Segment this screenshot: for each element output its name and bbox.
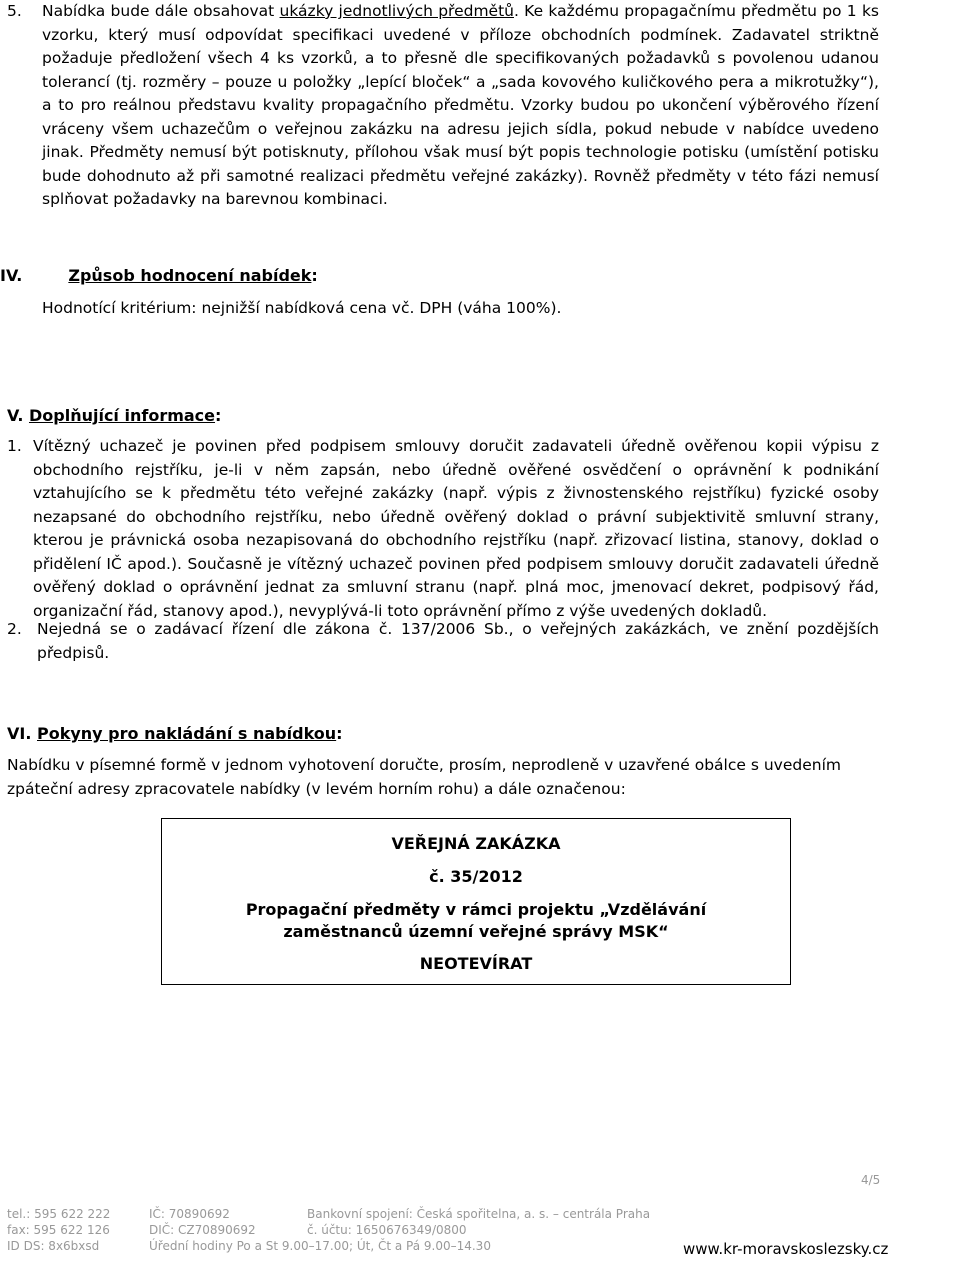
envelope-label-box: [161, 818, 791, 985]
footer-bank: Bankovní spojení: Česká spořitelna, a. s. – centrála Praha: [307, 1207, 651, 1221]
section-iv-title: Způsob hodnocení nabídek: [68, 266, 312, 285]
envelope-number: č. 35/2012: [429, 867, 523, 886]
footer-dic: DIČ: CZ70890692: [149, 1223, 256, 1237]
section-v-title: Doplňující informace: [28, 406, 216, 425]
envelope-do-not-open: NEOTEVÍRAT: [419, 954, 533, 973]
section-v-roman: V.: [7, 406, 24, 425]
page-number: 4/5: [861, 1173, 881, 1187]
samples-underlined-text: ukázky jednotlivých předmětů: [279, 2, 514, 20]
samples-text-start: Nabídka bude dále obsahovat: [42, 2, 280, 20]
item-number-1: 1.: [7, 437, 22, 455]
evaluation-criterion: Hodnotící kritérium: nejnižší nabídková cena vč. DPH (váha 100%).: [42, 299, 562, 317]
envelope-project-line1: Propagační předměty v rámci projektu „Vzdělávání: [245, 900, 707, 919]
item-number-2: 2.: [7, 620, 22, 638]
section-iv-roman: IV.: [0, 266, 23, 285]
section-vi-roman: VI.: [7, 724, 32, 743]
section-iv-heading: [0, 264, 318, 287]
envelope-title: VEŘEJNÁ ZAKÁZKA: [391, 834, 561, 853]
footer-ic: IČ: 70890692: [149, 1207, 230, 1221]
section-vi-heading: [7, 722, 343, 745]
submission-instructions: Nabídku v písemné formě v jednom vyhotovení doručte, prosím, neprodleně v uzavřené obálce s uvedením zpáteční adresy zpracovatele nabídky (v levém horním rohu) a dále označenou:: [7, 756, 841, 798]
legal-note-paragraph: Nejedná se o zadávací řízení dle zákona č. 137/2006 Sb., o veřejných zakázkách, ve znění pozdějších předpisů.: [37, 620, 879, 662]
winner-documents-paragraph: Vítězný uchazeč je povinen před podpisem smlouvy doručit zadavateli úředně ověřenou kopii výpisu z obchodního rejstříku, je-li v něm zapsán, nebo úředně ověřené osvědčení o oprávnění k podnikání vztahujícího se k předmětu této veřejné zakázky (např. výpis z živnostenského rejstříku) fyzické osoby nezapsané do obchodního rejstříku, nebo úředně ověřený doklad o právní subjektivitě smluvní strany, kterou je právnická osoba nezapisovaná do obchodního rejstříku (např. zřizovací listina, stanovy, doklad o přidělení IČ apod.). Současně je vítězný uchazeč povinen před podpisem smlouvy doručit zadavateli úředně ověřený doklad o oprávnění jednat za smluvní stranu (např. plná moc, jmenovací dekret, podpisový řád, organizační řád, stanovy apod.), nevyplývá-li toto oprávnění přímo z výše uvedených dokladů.: [33, 437, 879, 620]
footer-website-link[interactable]: www.kr-moravskoslezsky.cz: [683, 1240, 889, 1258]
envelope-project-line2: zaměstnanců územní veřejné správy MSK“: [283, 922, 669, 941]
section-vi-colon: :: [336, 724, 343, 743]
footer-office-hours: Úřední hodiny Po a St 9.00–17.00; Út, Čt a Pá 9.00–14.30: [149, 1239, 491, 1253]
item-number-5: 5.: [7, 2, 22, 20]
footer-fax: fax: 595 622 126: [7, 1223, 110, 1237]
footer-data-box: ID DS: 8x6bxsd: [7, 1239, 100, 1253]
footer-tel: tel.: 595 622 222: [7, 1207, 111, 1221]
samples-paragraph: [42, 0, 879, 212]
samples-text-rest: . Ke každému propagačnímu předmětu po 1 ks vzorku, který musí odpovídat specifikaci uvedené v příloze obchodních podmínek. Zadavatel striktně požaduje předložení všech 4 ks vzorků, a to přesně dle specifikovaných požadavků s povolenou udanou tolerancí (tj. rozměry – pouze u položky „lepící bloček“ a „sada kovového kuličkového pera a mikrotužky“), a to pro reálnou představu kvality propagačního předmětu. Vzorky budou po ukončení výběrového řízení vráceny všem uchazečům o veřejnou zakázku na adresu jejich sídla, pokud nebude v nabídce uvedeno jinak. Předměty nemusí být potisknuty, přílohou však musí být popis technologie potisku (umístění potisku bude dohodnuto až při samotné realizaci předmětu veřejné zakázky). Rovněž předměty v této fázi nemusí splňovat požadavky na barevnou kombinaci.: [42, 2, 879, 208]
section-vi-title: Pokyny pro nakládání s nabídkou: [37, 724, 337, 743]
section-v-colon: :: [215, 406, 222, 425]
section-iv-colon: :: [311, 266, 318, 285]
footer-account: č. účtu: 1650676349/0800: [307, 1223, 467, 1237]
section-v-heading: [7, 404, 221, 427]
